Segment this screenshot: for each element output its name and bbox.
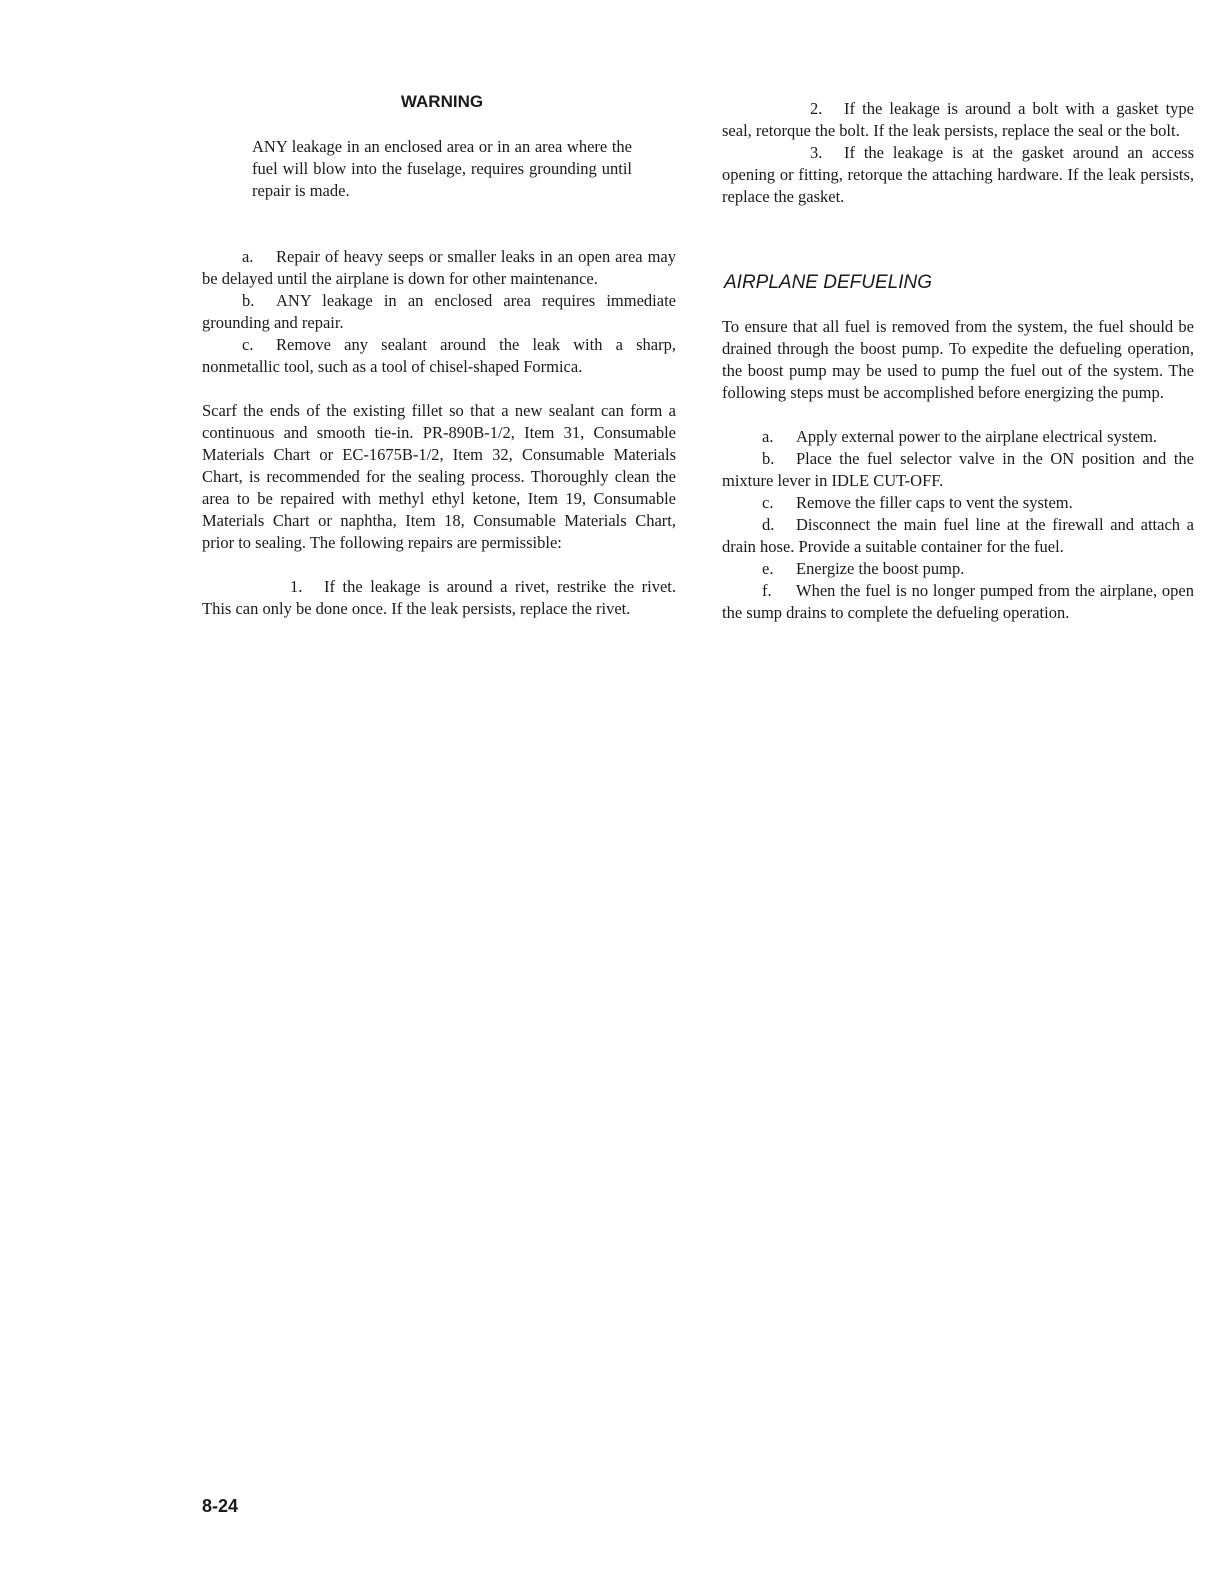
defuel-step-c: c. Remove the filler caps to vent the system.: [762, 493, 1073, 512]
scarf-paragraph: Scarf the ends of the existing fillet so that a new sealant can form a continuous and smooth tie-in. PR-890B-1/2, Item 31, Consumable Materials Chart or EC-1675B-1/2, Item 32, Consumable Materials Chart, is recommended for the sealing process. Thoroughly clean the area to be repaired with methyl ethyl ketone, Item 19, Consumable Materials Chart or naphtha, Item 18, Consumable Materials Chart, prior to sealing. The following repairs are permissible:: [202, 401, 676, 552]
defuel-step-d: d. Disconnect the main fuel line at the firewall and attach a drain hose. Provide a suitable container for the fuel.: [722, 515, 1194, 556]
section-title-defueling: AIRPLANE DEFUELING: [724, 272, 932, 293]
warning-text: ANY leakage in an enclosed area or in an area where the fuel will blow into the fuselage, requires grounding until repair is made.: [252, 137, 632, 200]
repair-1: 1. If the leakage is around a rivet, restrike the rivet. This can only be done once. If the leak persists, replace the rivet.: [202, 577, 676, 618]
defuel-step-e: e. Energize the boost pump.: [762, 559, 965, 578]
right-column-defueling: [722, 316, 1194, 624]
repair-2: 2. If the leakage is around a bolt with a gasket type seal, retorque the bolt. If the leak persists, replace the seal or the bolt.: [722, 99, 1194, 140]
left-column: [202, 246, 676, 620]
defuel-step-a: a. Apply external power to the airplane electrical system.: [762, 427, 1158, 446]
defuel-step-f: f. When the fuel is no longer pumped from the airplane, open the sump drains to complete the defueling operation.: [722, 581, 1194, 622]
step-b: b. ANY leakage in an enclosed area requires immediate grounding and repair.: [202, 291, 676, 332]
repair-3: 3. If the leakage is at the gasket around an access opening or fitting, retorque the attaching hardware. If the leak persists, replace the gasket.: [722, 143, 1194, 206]
right-column-top: [722, 98, 1194, 208]
defueling-intro: To ensure that all fuel is removed from the system, the fuel should be drained through the boost pump. To expedite the defueling operation, the boost pump may be used to pump the fuel out of the system. The following steps must be accomplished before energizing the pump.: [722, 317, 1194, 402]
step-a: a. Repair of heavy seeps or smaller leaks in an open area may be delayed until the airplane is down for other maintenance.: [202, 247, 676, 288]
page-number: 8-24: [202, 1496, 239, 1516]
warning-title: WARNING: [400, 92, 484, 111]
step-c: c. Remove any sealant around the leak with a sharp, nonmetallic tool, such as a tool of chisel-shaped Formica.: [202, 335, 676, 376]
defuel-step-b: b. Place the fuel selector valve in the ON position and the mixture lever in IDLE CUT-OFF.: [722, 449, 1194, 490]
